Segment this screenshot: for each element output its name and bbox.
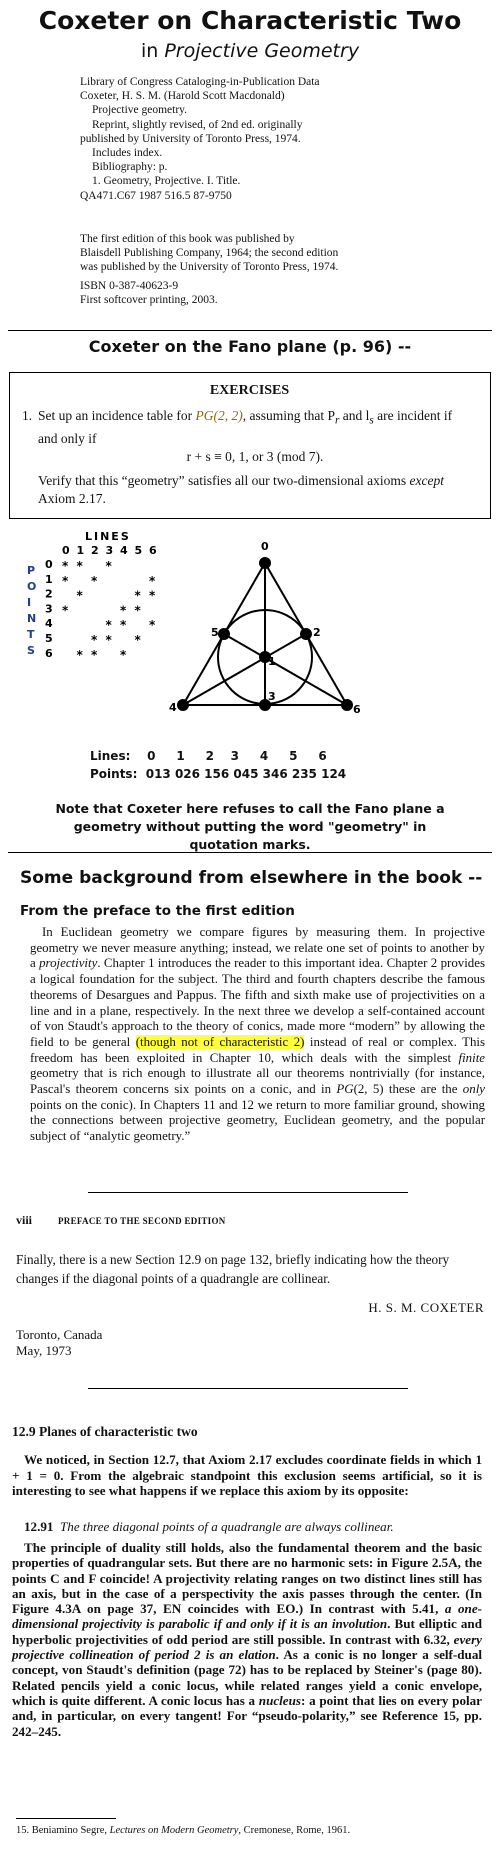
incidence-star: * (76, 647, 83, 662)
fano-point (341, 699, 353, 711)
book-title: Projective Geometry (164, 40, 360, 62)
background-heading: Some background from elsewhere in the book -- (20, 868, 483, 888)
edition-line: ISBN 0-387-40623-9 (80, 279, 179, 292)
highlighted-phrase: (though not of characteristic 2) (135, 1034, 305, 1049)
footnote: 15. Beniamino Segre, Lectures on Modern Geometry, Cremonese, Rome, 1961. (16, 1825, 351, 1836)
pg22: PG(2, 2) (195, 408, 243, 423)
fano-plane-diagram (165, 535, 370, 745)
page-number: viii (16, 1213, 33, 1227)
table-lines-label: LINES (85, 530, 131, 543)
points-row: Points: 013 026 156 045 346 235 124 (90, 767, 347, 781)
date: May, 1973 (16, 1343, 72, 1358)
fano-line (183, 634, 306, 705)
point-label-1: 1 (268, 655, 276, 668)
edition-line: The first edition of this book was published by (80, 233, 295, 245)
divider (88, 1388, 408, 1389)
edition-block (80, 232, 480, 307)
exercise-body (22, 407, 472, 508)
table-row-label: 0 (45, 558, 53, 571)
table-row-label: 2 (45, 587, 53, 601)
place: Toronto, Canada (16, 1327, 103, 1342)
table-points-letter: I (27, 596, 32, 609)
table-row-label: 3 (45, 602, 53, 616)
table-col-header: 4 (120, 544, 128, 557)
signature: H. S. M. COXETER (368, 1300, 484, 1315)
incidence-star: * (91, 633, 98, 647)
cip-line: QA471.C67 1987 516.5 87-9750 (80, 189, 232, 202)
edition-line: Blaisdell Publishing Company, 1964; the second edition (80, 247, 339, 260)
table-col-header: 5 (134, 544, 143, 557)
incidence-star: * (120, 603, 127, 618)
page-subtitle (0, 40, 500, 62)
table-row-label: 6 (45, 646, 53, 660)
incidence-star: * (105, 618, 112, 633)
table-points-letter: O (27, 580, 37, 593)
place-date (16, 1327, 102, 1359)
table-points-letter: N (27, 612, 37, 625)
divider (8, 330, 492, 331)
cip-line: Bibliography: p. (92, 161, 168, 174)
incidence-star: * (105, 633, 112, 647)
table-points-letter: P (27, 564, 36, 577)
lines-row: Lines: 0 1 2 3 4 5 6 (90, 749, 327, 763)
subtitle-prefix: in (140, 40, 165, 62)
incidence-star: * (76, 559, 83, 573)
fano-line (224, 634, 347, 705)
incidence-star: * (62, 559, 69, 573)
table-row-label: 1 (45, 572, 53, 586)
fano-point (218, 628, 230, 640)
point-label-6: 6 (353, 703, 361, 716)
point-label-0: 0 (261, 540, 269, 553)
exercise-box (9, 372, 491, 519)
incidence-star: * (149, 573, 156, 588)
cip-line: 1. Geometry, Projective. I. Title. (92, 175, 241, 188)
page-title: Coxeter on Characteristic Two (38, 6, 462, 35)
exercise-title: EXERCISES (209, 383, 290, 398)
table-col-header: 1 (76, 544, 85, 557)
incidence-star: * (62, 603, 69, 618)
fano-point (259, 557, 271, 569)
incidence-star: * (120, 618, 127, 633)
preface2-heading: PREFACE TO THE SECOND EDITION (58, 1216, 226, 1226)
incidence-star: * (76, 588, 83, 603)
footnote-rule (16, 1818, 116, 1819)
table-col-header: 6 (149, 544, 157, 557)
exercise-item (22, 407, 472, 508)
preface-text: In Euclidean geometry we compare figures by measuring them. In projective geometry we never measure anything; instead, we relate one set of points to another by a projectivity. Chapter 1 introduces the reader to this important idea. Chapter 2 provides a logical foundation for the subject. The third and fourth chapters describe the famous theorems of Desargues and Pappus. The fifth and sixth make use of projectivities on a line and in a plane, respectively. In the next three we develop a self-contained account of von Staudt's approach to the theory of conics, made more “modern” by allowing the field to be general (though not of characteristic 2) instead of real or complex. This freedom has been exploited in Chapter 10, which deals with the simplest finite geometry that is rich enough to illustrate all our theorems nontrivially (for instance, Pascal's theorem concerns six points on a conic, and in PG(2, 5) these are the only points on the conic). In Chapters 11 and 12 we return to more familiar ground, showing the connections between projective geometry, Euclidean geometry, and the popular subject of “analytic geometry.” (30, 925, 485, 1144)
preface2-text: Finally, there is a new Section 12.9 on page 132, briefly indicating how the theory changes if the diagonal points of a quadrangle are collinear. (16, 1252, 450, 1286)
incidence-star: * (134, 603, 141, 618)
preface-heading: From the preface to the first edition (20, 903, 295, 919)
edition-line: was published by the University of Toronto Press, 1974. (80, 261, 339, 274)
cip-line: Reprint, slightly revised, of 2nd ed. originally (92, 118, 303, 131)
incidence-star: * (149, 588, 156, 603)
point-label-3: 3 (268, 690, 276, 703)
exercise-equation: r + s ≡ 0, 1, or 3 (mod 7). (186, 448, 324, 464)
section-heading: 12.9 Planes of characteristic two (12, 1424, 198, 1439)
point-label-5: 5 (211, 626, 219, 639)
table-col-header: 0 (62, 544, 70, 557)
fano-point (177, 699, 189, 711)
table-col-header: 3 (105, 544, 114, 557)
cip-line: Includes index. (92, 147, 163, 160)
incidence-star: * (120, 647, 127, 662)
section-paragraph: We noticed, in Section 12.7, that Axiom 2.17 excludes coordinate fields in which 1 + 1 = 0. From the algebraic standpoint this exclusion seems artificial, so it is interesting to see what happens if we replace this axiom by its opposite: (12, 1452, 482, 1498)
divider (8, 852, 492, 853)
exercise-text: Set up an incidence table for PG(2, 2), assuming that $P_r$ and $l_s$ are incident if and only if r + s ≡ 0, 1, or 3 (mod 7). Verify that this “geometry” satisfies all our two-dimensional axioms except Axiom 2.17. (38, 407, 472, 508)
incidence-star: * (134, 588, 141, 603)
incidence-star: * (62, 573, 69, 588)
incidence-star: * (91, 573, 98, 588)
incidence-table (25, 530, 165, 680)
incidence-star: * (149, 618, 156, 633)
fano-heading: Coxeter on the Fano plane (p. 96) -- (88, 337, 412, 356)
divider (88, 1192, 408, 1193)
exercise-number: 1. (22, 408, 33, 423)
section-paragraph: The principle of duality still holds, also the fundamental theorem and the basic properties of quadrangular sets. But there are no harmonic sets: in Figure 2.5A, the points C and F coincide! A projectivity relating ranges on two distinct lines still has an axis, but in the case of a perspectivity the axis passes through the center. (In Figure 4.3A on page 37, EN coincides with EO.) In contrast with 5.41, a one-dimensional projectivity is parabolic if and only if it is an involution. But elliptic and hyperbolic projectivities of odd period are still possible. In contrast with 6.32, every projective collineation of period 2 is an elation. As a conic is no longer a self-dual concept, von Staudt's definition (page 72) has to be replaced by Steiner's (page 80). Related pencils yield a conic locus, while related ranges yield a conic envelope, which is quite different. A conic locus has a nucleus: a point that lies on every polar and, in particular, on every tangent! For “pseudo-polarity,” see Reference 15, pp. 242–245. (12, 1540, 482, 1739)
cip-line: Library of Congress Cataloging-in-Publication Data (80, 76, 320, 88)
incidence-star: * (134, 633, 141, 647)
table-row-label: 5 (45, 632, 53, 645)
cip-line: Coxeter, H. S. M. (Harold Scott Macdonald) (80, 90, 285, 103)
table-points-letter: T (27, 628, 35, 641)
cip-line: Projective geometry. (92, 104, 188, 117)
point-label-4: 4 (169, 701, 177, 714)
cip-block (80, 75, 480, 203)
fano-note: Note that Coxeter here refuses to call the Fano plane a geometry without putting the word "geometry" in quotation marks. (55, 801, 445, 852)
table-col-header: 2 (91, 544, 99, 557)
edition-line: First softcover printing, 2003. (80, 293, 218, 306)
theorem: 12.91 The three diagonal points of a quadrangle are always collinear. (24, 1519, 394, 1534)
point-label-2: 2 (313, 626, 321, 639)
fano-point (300, 628, 312, 640)
incidence-star: * (91, 647, 98, 662)
incidence-star: * (105, 559, 112, 573)
cip-line: published by University of Toronto Press, 1974. (80, 132, 301, 145)
table-points-letter: S (27, 644, 35, 657)
table-row-label: 4 (45, 617, 53, 631)
